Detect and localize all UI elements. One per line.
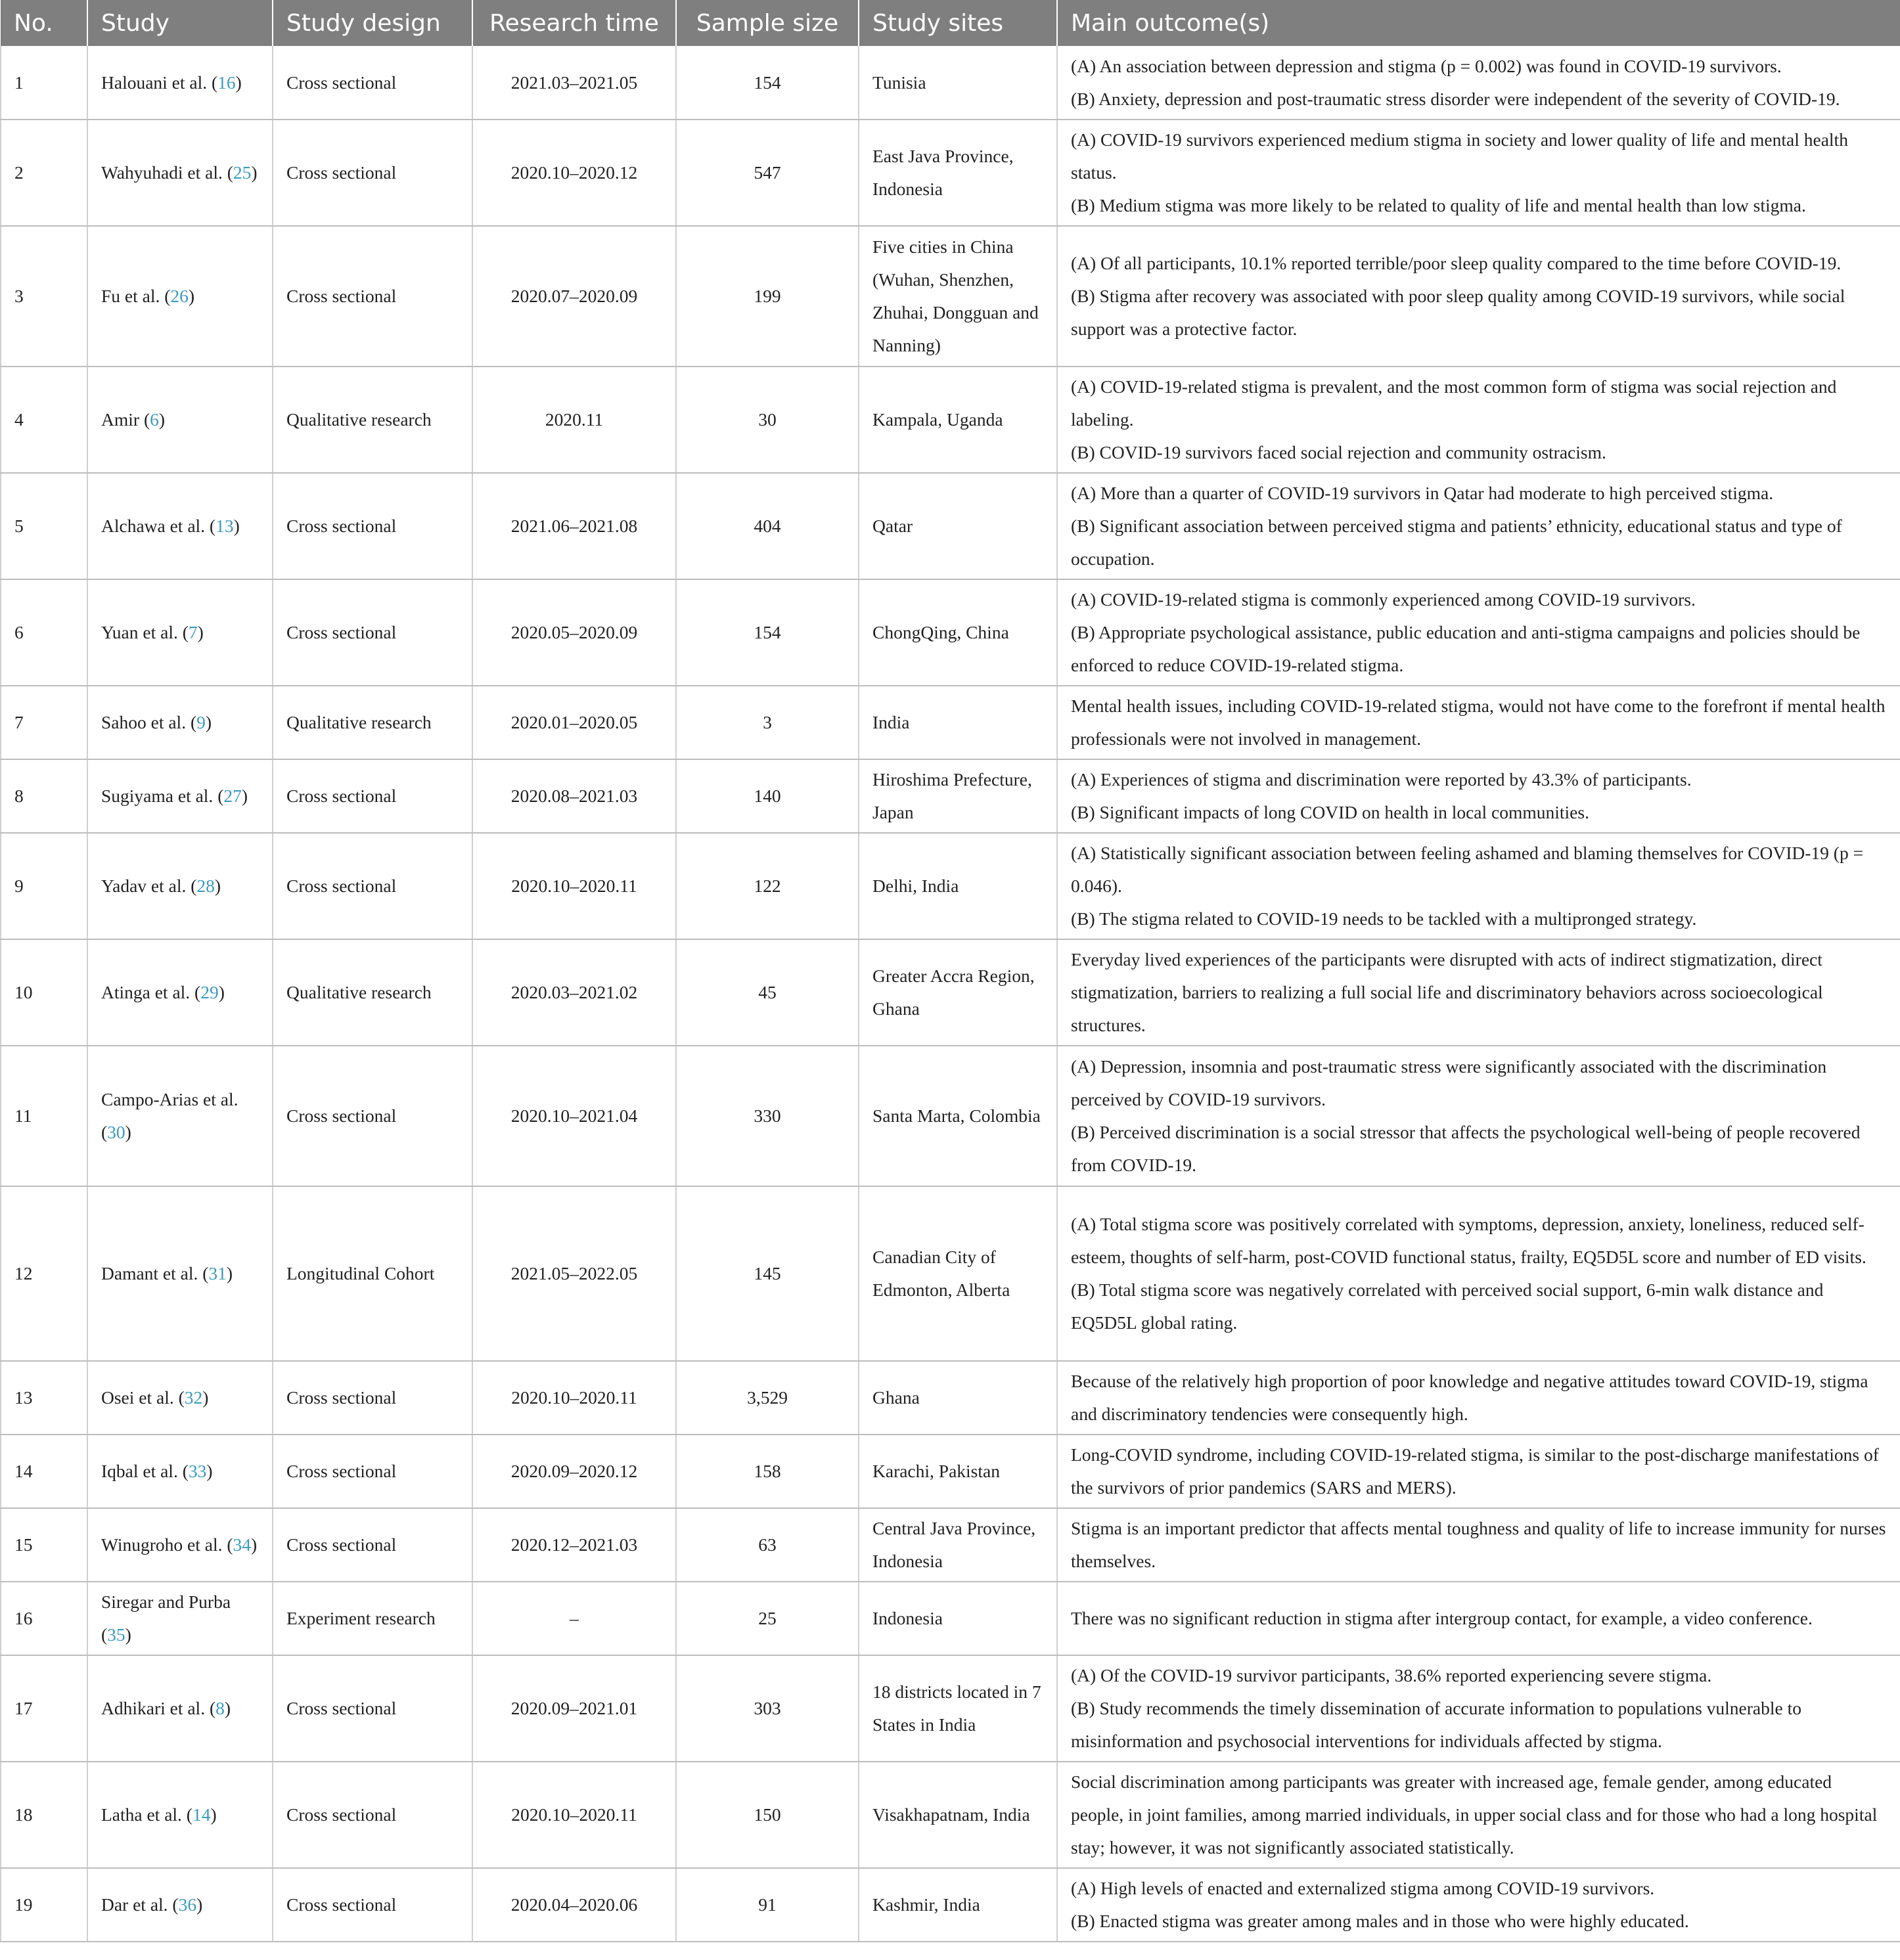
main-outcome-cell <box>1057 1582 1900 1655</box>
outcome-line: (A) Of the COVID-19 survivor participants, 38.6% reported experiencing severe stigma. <box>1071 1665 1712 1685</box>
table-row <box>1 226 1900 367</box>
main-outcome-cell <box>1057 1361 1900 1435</box>
study-author: Yuan et al. <box>101 622 178 642</box>
reference-link[interactable]: 33 <box>188 1461 207 1481</box>
table-row <box>1 1582 1900 1655</box>
study-cell: Adhikari et al. (8) <box>87 1655 273 1762</box>
study-design-cell: Cross sectional <box>273 1435 472 1508</box>
study-author: Halouani et al. <box>101 72 208 93</box>
study-author: Wahyuhadi et al. <box>101 162 223 183</box>
row-number: 15 <box>1 1508 87 1582</box>
reference-link[interactable]: 7 <box>188 622 198 642</box>
main-outcome-cell <box>1057 1186 1900 1361</box>
sample-size-cell: 154 <box>676 46 859 120</box>
study-design-cell: Cross sectional <box>273 1868 472 1942</box>
study-site-cell: Kashmir, India <box>859 1868 1057 1942</box>
study-design-cell: Longitudinal Cohort <box>273 1186 472 1361</box>
row-number: 13 <box>1 1361 87 1435</box>
main-outcome-cell <box>1057 120 1900 226</box>
reference-link[interactable]: 31 <box>208 1263 227 1283</box>
outcome-line: (A) COVID-19-related stigma is commonly experienced among COVID-19 survivors. <box>1071 589 1696 610</box>
main-outcome-cell <box>1057 1762 1900 1868</box>
research-time-cell: 2020.10–2021.04 <box>472 1046 676 1186</box>
study-design-cell: Cross sectional <box>273 579 472 686</box>
main-outcome-cell <box>1057 473 1900 579</box>
outcome-line: (B) Medium stigma was more likely to be related to quality of life and mental health than low stigma. <box>1071 195 1806 215</box>
table-row <box>1 473 1900 579</box>
sample-size-cell: 45 <box>676 939 859 1046</box>
outcome-line: (B) Stigma after recovery was associated with poor sleep quality among COVID-19 survivors, while social support was a protective factor. <box>1071 286 1845 339</box>
sample-size-cell: 404 <box>676 473 859 579</box>
table-row <box>1 1435 1900 1508</box>
table-row <box>1 686 1900 759</box>
study-cell: Amir (6) <box>87 367 273 473</box>
main-outcome-cell <box>1057 759 1900 833</box>
outcome-line: (A) Experiences of stigma and discrimination were reported by 43.3% of participants. <box>1071 769 1692 790</box>
outcome-line: (A) COVID-19 survivors experienced medium stigma in society and lower quality of life and mental health status. <box>1071 129 1848 183</box>
sample-size-cell: 154 <box>676 579 859 686</box>
outcome-line: (A) Total stigma score was positively correlated with symptoms, depression, anxiety, loneliness, reduced self-esteem, thoughts of self-harm, post-COVID functional status, frailty, EQ5D5L score and number of ED visits. <box>1071 1214 1866 1267</box>
study-site-cell: East Java Province, Indonesia <box>859 120 1057 226</box>
table-row <box>1 759 1900 833</box>
research-time-cell: 2020.10–2020.12 <box>472 120 676 226</box>
study-author: Sahoo et al. <box>101 712 187 732</box>
study-site-cell: 18 districts located in 7 States in India <box>859 1655 1057 1762</box>
reference-link[interactable]: 9 <box>196 712 206 732</box>
research-time-cell: 2020.10–2020.11 <box>472 1762 676 1868</box>
outcome-line: (B) Significant impacts of long COVID on health in local communities. <box>1071 802 1589 822</box>
study-cell: Yuan et al. (7) <box>87 579 273 686</box>
study-author: Fu et al. <box>101 286 160 306</box>
research-time-cell: 2021.03–2021.05 <box>472 46 676 120</box>
study-cell: Latha et al. (14) <box>87 1762 273 1868</box>
study-design-cell: Qualitative research <box>273 367 472 473</box>
study-cell: Winugroho et al. (34) <box>87 1508 273 1582</box>
study-cell: Sugiyama et al. (27) <box>87 759 273 833</box>
reference-link[interactable]: 16 <box>217 72 236 93</box>
table-row <box>1 46 1900 120</box>
study-author: Adhikari et al. <box>101 1698 206 1718</box>
reference-link[interactable]: 34 <box>233 1534 252 1555</box>
main-outcome-cell <box>1057 833 1900 939</box>
table-body <box>1 46 1900 1942</box>
table-row <box>1 1655 1900 1762</box>
reference-link[interactable]: 36 <box>178 1894 197 1915</box>
table-row <box>1 1186 1900 1361</box>
research-time-cell: 2020.09–2020.12 <box>472 1435 676 1508</box>
outcome-line: (B) Appropriate psychological assistance, public education and anti-stigma campaigns and policies should be enforced to reduce COVID-19-related stigma. <box>1071 622 1861 675</box>
study-cell: Wahyuhadi et al. (25) <box>87 120 273 226</box>
sample-size-cell: 3 <box>676 686 859 759</box>
study-cell: Iqbal et al. (33) <box>87 1435 273 1508</box>
outcome-line: Everyday lived experiences of the participants were disrupted with acts of indirect stigmatization, direct stigmatization, barriers to realizing a full social life and discriminatory behaviors across socioecological structures. <box>1071 949 1823 1035</box>
outcome-line: Stigma is an important predictor that affects mental toughness and quality of life to increase immunity for nurses themselves. <box>1071 1518 1886 1571</box>
study-cell: Halouani et al. (16) <box>87 46 273 120</box>
study-cell: Dar et al. (36) <box>87 1868 273 1942</box>
study-site-cell: Indonesia <box>859 1582 1057 1655</box>
sample-size-cell: 122 <box>676 833 859 939</box>
study-design-cell: Cross sectional <box>273 473 472 579</box>
sample-size-cell: 145 <box>676 1186 859 1361</box>
row-number: 8 <box>1 759 87 833</box>
research-time-cell: – <box>472 1582 676 1655</box>
study-design-cell: Experiment research <box>273 1582 472 1655</box>
study-cell: Yadav et al. (28) <box>87 833 273 939</box>
study-site-cell: Ghana <box>859 1361 1057 1435</box>
study-author: Dar et al. <box>101 1894 168 1915</box>
sample-size-cell: 91 <box>676 1868 859 1942</box>
main-outcome-cell <box>1057 1046 1900 1186</box>
study-cell: Fu et al. (26) <box>87 226 273 367</box>
outcome-line: (B) Significant association between perceived stigma and patients’ ethnicity, educational status and type of occupation. <box>1071 516 1842 569</box>
table-row <box>1 579 1900 686</box>
sample-size-cell: 199 <box>676 226 859 367</box>
column-header-study-sites: Study sites <box>859 0 1057 46</box>
study-cell: Siregar and Purba (35) <box>87 1582 273 1655</box>
table-row <box>1 1361 1900 1435</box>
row-number: 18 <box>1 1762 87 1868</box>
main-outcome-cell <box>1057 1435 1900 1508</box>
outcome-line: (B) Enacted stigma was greater among males and in those who were highly educated. <box>1071 1911 1689 1931</box>
study-design-cell: Cross sectional <box>273 759 472 833</box>
row-number: 2 <box>1 120 87 226</box>
study-site-cell: Canadian City of Edmonton, Alberta <box>859 1186 1057 1361</box>
study-site-cell: Delhi, India <box>859 833 1057 939</box>
study-site-cell: Santa Marta, Colombia <box>859 1046 1057 1186</box>
table-row <box>1 833 1900 939</box>
column-header-no: No. <box>1 0 87 46</box>
outcome-line: Mental health issues, including COVID-19-related stigma, would not have come to the forefront if mental health professionals were not involved in management. <box>1071 696 1886 749</box>
research-time-cell: 2020.03–2021.02 <box>472 939 676 1046</box>
research-time-cell: 2020.10–2020.11 <box>472 833 676 939</box>
research-time-cell: 2020.07–2020.09 <box>472 226 676 367</box>
main-outcome-cell <box>1057 939 1900 1046</box>
outcome-line: Because of the relatively high proportion of poor knowledge and negative attitudes toward COVID-19, stigma and discriminatory tendencies were consequently high. <box>1071 1371 1868 1424</box>
sample-size-cell: 3,529 <box>676 1361 859 1435</box>
outcome-line: (A) An association between depression and stigma (p = 0.002) was found in COVID-19 survivors. <box>1071 55 1782 76</box>
research-time-cell: 2020.10–2020.11 <box>472 1361 676 1435</box>
reference-link[interactable]: 13 <box>215 516 234 536</box>
sample-size-cell: 150 <box>676 1762 859 1868</box>
table-row <box>1 120 1900 226</box>
outcome-line: (A) Statistically significant association between feeling ashamed and blaming themselves for COVID-19 (p = 0.046). <box>1071 843 1864 896</box>
header-row <box>1 0 1900 46</box>
reference-link[interactable]: 35 <box>107 1624 125 1645</box>
study-author: Alchawa et al. <box>101 516 206 536</box>
study-author: Campo-Arias et al. <box>101 1089 238 1109</box>
study-design-cell: Cross sectional <box>273 120 472 226</box>
row-number: 10 <box>1 939 87 1046</box>
main-outcome-cell <box>1057 686 1900 759</box>
outcome-line: Social discrimination among participants was greater with increased age, female gender, among educated people, in joint families, among married individuals, in upper social class and for those who had a long hospital stay; however, it was not significantly associated statistically. <box>1071 1771 1878 1858</box>
outcome-line: (A) High levels of enacted and externalized stigma among COVID-19 survivors. <box>1071 1878 1655 1898</box>
study-design-cell: Cross sectional <box>273 46 472 120</box>
research-time-cell: 2020.09–2021.01 <box>472 1655 676 1762</box>
study-author: Iqbal et al. <box>101 1461 178 1481</box>
study-author: Sugiyama et al. <box>101 786 214 806</box>
sample-size-cell: 63 <box>676 1508 859 1582</box>
row-number: 6 <box>1 579 87 686</box>
outcome-line: (B) Total stigma score was negatively correlated with perceived social support, 6-min walk distance and EQ5D5L global rating. <box>1071 1280 1824 1333</box>
outcome-line: (B) Study recommends the timely dissemination of accurate information to populations vulnerable to misinformation and psychosocial interventions for individuals affected by stigma. <box>1071 1698 1801 1751</box>
main-outcome-cell <box>1057 1868 1900 1942</box>
study-author: Osei et al. <box>101 1387 174 1408</box>
column-header-research-time: Research time <box>472 0 676 46</box>
outcome-line: (A) Of all participants, 10.1% reported terrible/poor sleep quality compared to the time before COVID-19. <box>1071 253 1842 273</box>
sample-size-cell: 140 <box>676 759 859 833</box>
outcome-line: (A) COVID-19-related stigma is prevalent, and the most common form of stigma was social rejection and labeling. <box>1071 376 1837 430</box>
research-time-cell: 2020.12–2021.03 <box>472 1508 676 1582</box>
reference-link[interactable]: 25 <box>233 162 252 183</box>
study-author: Latha et al. <box>101 1804 182 1825</box>
table-row <box>1 367 1900 473</box>
row-number: 12 <box>1 1186 87 1361</box>
study-author: Winugroho et al. <box>101 1534 223 1555</box>
study-site-cell: Greater Accra Region, Ghana <box>859 939 1057 1046</box>
row-number: 11 <box>1 1046 87 1186</box>
reference-link[interactable]: 29 <box>200 982 219 1002</box>
reference-link[interactable]: 28 <box>196 876 215 896</box>
outcome-line: (B) The stigma related to COVID-19 needs to be tackled with a multipronged strategy. <box>1071 908 1697 929</box>
column-header-sample-size: Sample size <box>676 0 859 46</box>
study-design-cell: Cross sectional <box>273 1508 472 1582</box>
research-time-cell: 2020.11 <box>472 367 676 473</box>
reference-link[interactable]: 27 <box>223 786 242 806</box>
table-row <box>1 1046 1900 1186</box>
column-header-main-outcomes: Main outcome(s) <box>1057 0 1900 46</box>
study-site-cell: ChongQing, China <box>859 579 1057 686</box>
sample-size-cell: 30 <box>676 367 859 473</box>
study-site-cell: Qatar <box>859 473 1057 579</box>
study-design-cell: Cross sectional <box>273 226 472 367</box>
outcome-line: (B) Perceived discrimination is a social stressor that affects the psychological well-being of people recovered from COVID-19. <box>1071 1122 1861 1175</box>
table-row <box>1 1508 1900 1582</box>
reference-link[interactable]: 14 <box>192 1804 211 1825</box>
row-number: 17 <box>1 1655 87 1762</box>
research-time-cell: 2021.05–2022.05 <box>472 1186 676 1361</box>
study-design-cell: Cross sectional <box>273 833 472 939</box>
sample-size-cell: 303 <box>676 1655 859 1762</box>
reference-link[interactable]: 32 <box>184 1387 203 1408</box>
research-time-cell: 2020.01–2020.05 <box>472 686 676 759</box>
study-site-cell: Hiroshima Prefecture, Japan <box>859 759 1057 833</box>
study-author: Atinga et al. <box>101 982 191 1002</box>
study-author: Siregar and Purba <box>101 1592 231 1612</box>
study-site-cell: Visakhapatnam, India <box>859 1762 1057 1868</box>
outcome-line: (B) COVID-19 survivors faced social rejection and community ostracism. <box>1071 442 1606 462</box>
study-design-cell: Cross sectional <box>273 1361 472 1435</box>
row-number: 14 <box>1 1435 87 1508</box>
row-number: 7 <box>1 686 87 759</box>
study-design-cell: Cross sectional <box>273 1655 472 1762</box>
row-number: 9 <box>1 833 87 939</box>
study-cell: Campo-Arias et al. (30) <box>87 1046 273 1186</box>
study-author: Damant et al. <box>101 1263 198 1283</box>
table-row <box>1 1762 1900 1868</box>
reference-link[interactable]: 30 <box>107 1122 125 1142</box>
column-header-study: Study <box>87 0 273 46</box>
row-number: 19 <box>1 1868 87 1942</box>
study-design-cell: Qualitative research <box>273 939 472 1046</box>
reference-link[interactable]: 26 <box>170 286 189 306</box>
study-site-cell: Tunisia <box>859 46 1057 120</box>
study-site-cell: Karachi, Pakistan <box>859 1435 1057 1508</box>
row-number: 1 <box>1 46 87 120</box>
reference-link[interactable]: 8 <box>215 1698 225 1718</box>
study-design-cell: Qualitative research <box>273 686 472 759</box>
row-number: 3 <box>1 226 87 367</box>
study-cell: Damant et al. (31) <box>87 1186 273 1361</box>
sample-size-cell: 330 <box>676 1046 859 1186</box>
study-cell: Sahoo et al. (9) <box>87 686 273 759</box>
study-cell: Atinga et al. (29) <box>87 939 273 1046</box>
table-row <box>1 1868 1900 1942</box>
study-site-cell: Five cities in China (Wuhan, Shenzhen, Zhuhai, Dongguan and Nanning) <box>859 226 1057 367</box>
main-outcome-cell <box>1057 226 1900 367</box>
main-outcome-cell <box>1057 579 1900 686</box>
row-number: 5 <box>1 473 87 579</box>
outcome-line: (A) More than a quarter of COVID-19 survivors in Qatar had moderate to high perceived stigma. <box>1071 483 1774 503</box>
outcome-line: (B) Anxiety, depression and post-traumatic stress disorder were independent of the severity of COVID-19. <box>1071 88 1840 109</box>
reference-link[interactable]: 6 <box>150 409 159 430</box>
main-outcome-cell <box>1057 1508 1900 1582</box>
research-time-cell: 2020.04–2020.06 <box>472 1868 676 1942</box>
row-number: 4 <box>1 367 87 473</box>
study-site-cell: Central Java Province, Indonesia <box>859 1508 1057 1582</box>
table-row <box>1 939 1900 1046</box>
research-time-cell: 2020.05–2020.09 <box>472 579 676 686</box>
study-site-cell: India <box>859 686 1057 759</box>
row-number: 16 <box>1 1582 87 1655</box>
outcome-line: Long-COVID syndrome, including COVID-19-related stigma, is similar to the post-discharge manifestations of the survivors of prior pandemics (SARS and MERS). <box>1071 1444 1879 1498</box>
study-author: Amir <box>101 409 140 430</box>
research-time-cell: 2021.06–2021.08 <box>472 473 676 579</box>
column-header-study-design: Study design <box>273 0 472 46</box>
sample-size-cell: 547 <box>676 120 859 226</box>
study-cell: Osei et al. (32) <box>87 1361 273 1435</box>
main-outcome-cell <box>1057 367 1900 473</box>
study-cell: Alchawa et al. (13) <box>87 473 273 579</box>
study-design-cell: Cross sectional <box>273 1046 472 1186</box>
study-site-cell: Kampala, Uganda <box>859 367 1057 473</box>
main-outcome-cell <box>1057 46 1900 120</box>
main-outcome-cell <box>1057 1655 1900 1762</box>
study-author: Yadav et al. <box>101 876 187 896</box>
outcome-line: There was no significant reduction in stigma after intergroup contact, for example, a video conference. <box>1071 1608 1813 1628</box>
research-time-cell: 2020.08–2021.03 <box>472 759 676 833</box>
outcome-line: (A) Depression, insomnia and post-traumatic stress were significantly associated with the discrimination perceived by COVID-19 survivors. <box>1071 1056 1827 1109</box>
study-design-cell: Cross sectional <box>273 1762 472 1868</box>
sample-size-cell: 25 <box>676 1582 859 1655</box>
sample-size-cell: 158 <box>676 1435 859 1508</box>
